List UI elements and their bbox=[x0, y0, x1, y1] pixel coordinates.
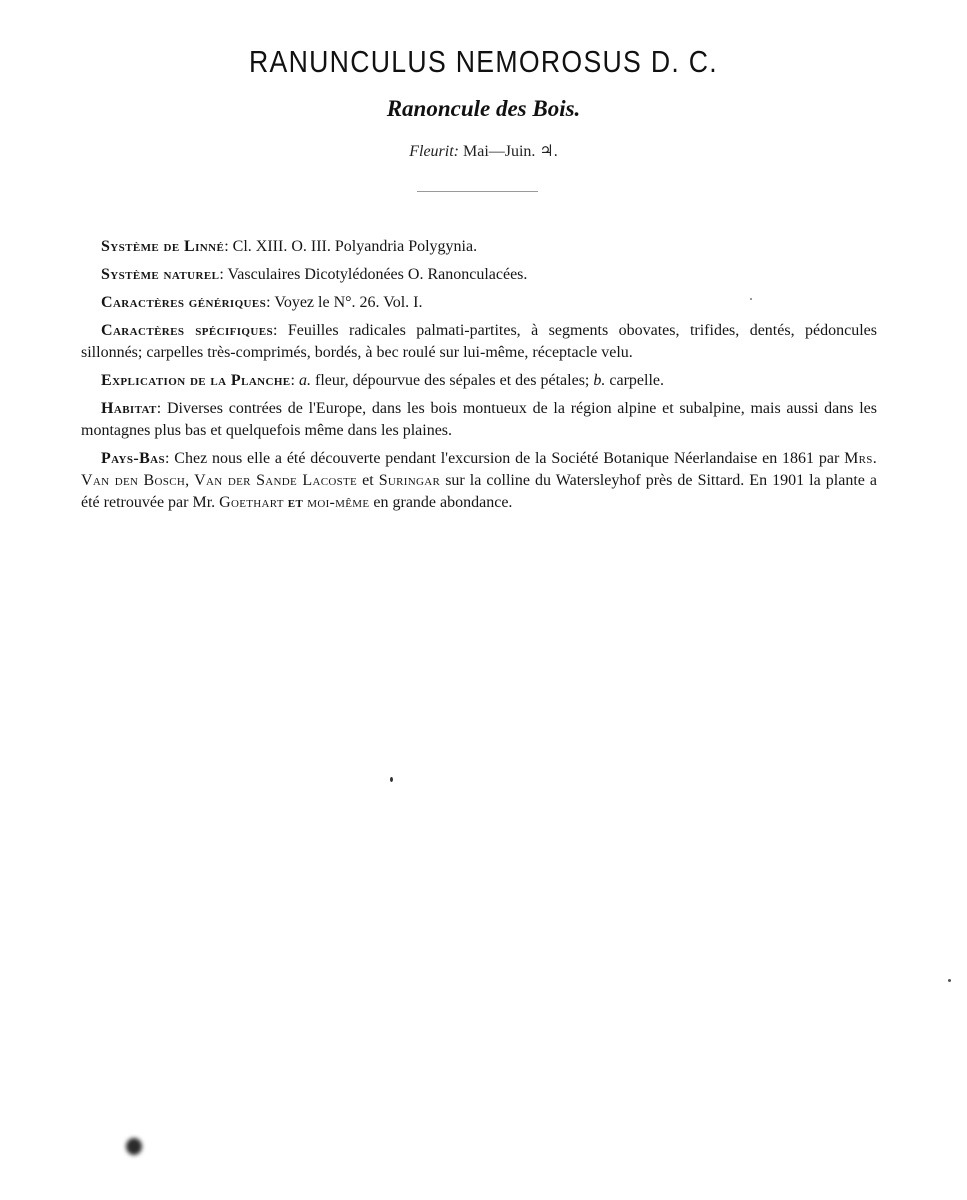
title-mr: Mr. bbox=[192, 494, 216, 511]
entry-generiques: Caractères génériques: Voyez le N°. 26. Vol. I. bbox=[101, 294, 423, 311]
entry-explication: Explication de la Planche: a. fleur, dépourvue des sépales et des pétales; b. carpelle. bbox=[101, 372, 664, 389]
entry-linne: Système de Linné: Cl. XIII. O. III. Polyandria Polygynia. bbox=[101, 238, 478, 255]
entry-label: Explication de la Planche bbox=[101, 372, 291, 389]
title-mrs: Mrs. bbox=[844, 450, 877, 467]
ink-speck bbox=[750, 298, 752, 300]
entry-label: Pays-Bas bbox=[101, 450, 166, 467]
figure-letter-b: b. bbox=[593, 372, 606, 389]
ink-speck bbox=[126, 1138, 142, 1155]
entry-label: Caractères spécifiques bbox=[101, 322, 273, 339]
page-title: RANUNCULUS NEMOROSUS D. C. bbox=[248, 44, 719, 79]
entry-label: Système naturel bbox=[101, 266, 220, 283]
person-name: Suringar bbox=[378, 472, 441, 489]
title-divider bbox=[417, 191, 538, 192]
entry-text: Voyez le N°. 26. Vol. I. bbox=[274, 294, 423, 311]
figure-text-a: fleur, dépourvue des sépales et des pétales; bbox=[315, 372, 590, 389]
ink-speck bbox=[948, 979, 951, 982]
person-name: Goethart bbox=[219, 494, 284, 511]
page-subtitle: Ranoncule des Bois. bbox=[386, 96, 581, 121]
entry-label: Caractères génériques bbox=[101, 294, 267, 311]
entry-text: Feuilles radicales palmati-partites, à segments obovates, trifides, dentés, pédoncules sillonnés; carpelles très-comprimés, bordés, à bec roulé sur lui-même, réceptacle velu. bbox=[81, 322, 877, 361]
entry-habitat: Habitat: Diverses contrées de l'Europe, dans les bois montueux de la région alpine et subalpine, mais aussi dans les montagnes plus bas et quelquefois même dans les plaines. bbox=[81, 400, 878, 439]
description-entries bbox=[81, 236, 877, 520]
flowering-label: Fleurit: bbox=[409, 143, 459, 160]
figure-text-b: carpelle. bbox=[609, 372, 664, 389]
entry-text: Diverses contrées de l'Europe, dans les bois montueux de la région alpine et subalpine, mais aussi dans les montagnes plus bas et quelquefois même dans les plaines. bbox=[81, 400, 878, 439]
person-name: Van der Sande Lacoste bbox=[194, 472, 358, 489]
flowering-line bbox=[0, 141, 967, 161]
figure-letter-a: a. bbox=[299, 372, 311, 389]
entry-naturel: Système naturel: Vasculaires Dicotylédonées O. Ranonculacées. bbox=[101, 266, 528, 283]
person-name: moi-même bbox=[307, 494, 370, 511]
entry-paysbas: Pays-Bas: Chez nous elle a été découverte pendant l'excursion de la Société Botanique Néerlandaise en 1861 par Mrs. Van den Bosch, Van der Sande Lacoste et Suringar sur la colline du Watersleyhof près de Sittard. En 1901 la plante a été retrouvée par Mr. Goethart et moi-même en grande abondance. bbox=[81, 450, 878, 511]
entry-specifiques: Caractères spécifiques: Feuilles radicales palmati-partites, à segments obovates, trifides, dentés, pédoncules sillonnés; carpelles très-comprimés, bordés, à bec roulé sur lui-même, réceptacle velu. bbox=[81, 322, 877, 361]
entry-label: Système de Linné bbox=[101, 238, 225, 255]
entry-label: Habitat bbox=[101, 400, 157, 417]
flowering-value: Mai—Juin. ♃. bbox=[458, 143, 558, 160]
person-name: Van den Bosch bbox=[81, 472, 186, 489]
ink-speck bbox=[390, 777, 393, 782]
entry-text: Cl. XIII. O. III. Polyandria Polygynia. bbox=[232, 238, 478, 255]
entry-text: Vasculaires Dicotylédonées O. Ranonculacées. bbox=[227, 266, 528, 283]
